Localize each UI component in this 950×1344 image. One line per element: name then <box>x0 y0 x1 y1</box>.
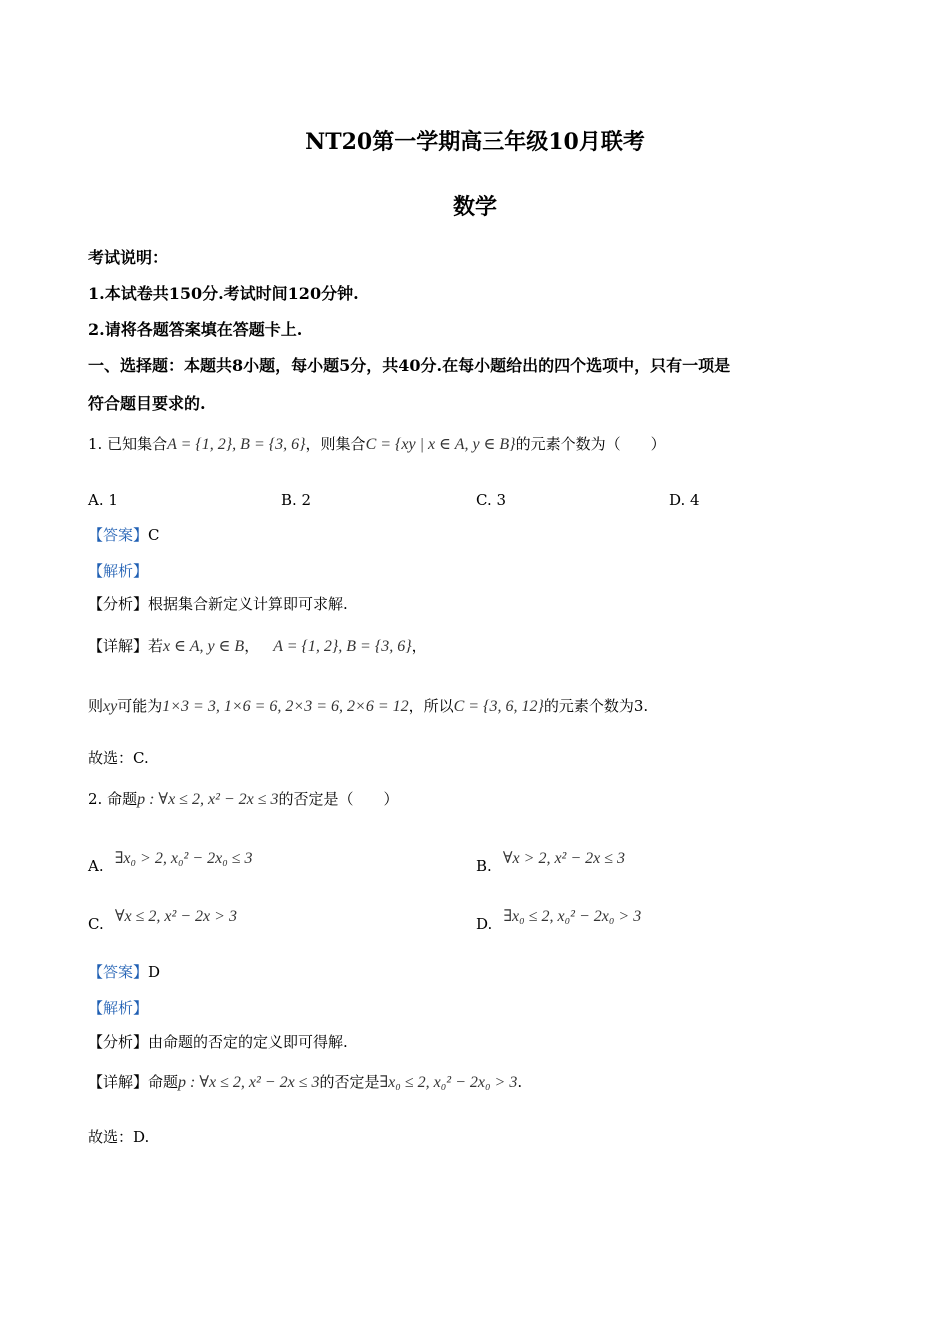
q1-math-set-c: C = {xy | x ∈ A, y ∈ B} <box>365 436 516 453</box>
q1-fenxi-text: 根据集合新定义计算即可求解. <box>148 595 348 613</box>
q1-fenxi-tag: 【分析】 <box>88 595 149 613</box>
q2-option-c-math: ∀x ≤ 2, x² − 2x > 3 <box>114 908 237 925</box>
q1-so: ，所以 <box>408 697 454 715</box>
q2-xj-text-1: 命题 <box>148 1073 179 1091</box>
q1-xj-end: ， <box>411 637 427 655</box>
q2-prefix: 2. 命题 <box>88 790 138 808</box>
q2-choose: 故选：D. <box>88 1128 150 1146</box>
q2-option-a <box>88 850 253 875</box>
q2-option-d <box>476 908 642 933</box>
q1-answer-tag: 【答案】 <box>88 526 149 544</box>
subject-title: 数学 <box>452 194 497 220</box>
q1-choose: 故选：C. <box>88 749 149 767</box>
instruction-line-1: 1.本试卷共150分.考试时间120分钟. <box>88 284 359 303</box>
section-heading-line-1: 一、选择题：本题共8小题，每小题5分，共40分.在每小题给出的四个选项中，只有一项是 <box>88 356 731 375</box>
q1-prefix: 1. 已知集合 <box>88 435 168 453</box>
q2-fenxi <box>88 1035 348 1050</box>
q2-math: p : ∀x ≤ 2, x² − 2x ≤ 3 <box>137 791 279 808</box>
q1-products-line <box>88 698 648 715</box>
instructions-heading: 考试说明： <box>88 248 169 267</box>
q1-result: 的元素个数为3. <box>543 697 649 715</box>
q1-math-sets: A = {1, 2}, B = {3, 6} <box>167 436 306 453</box>
q1-option-b: B. 2 <box>281 491 312 509</box>
q1-option-c: C. 3 <box>476 491 507 509</box>
q2-option-a-label: A. <box>88 857 104 875</box>
q2-answer-value: D <box>148 963 161 981</box>
instruction-line-2: 2.请将各题答案填在答题卡上. <box>88 320 303 339</box>
q1-stem <box>88 436 666 453</box>
q2-option-d-label: D. <box>476 915 493 933</box>
q1-mid: ，则集合 <box>305 435 366 453</box>
q2-fenxi-text: 由命题的否定的定义即可得解. <box>148 1033 348 1051</box>
q1-xj-sep: ， <box>244 637 260 655</box>
q1-xiangjie-tag: 【详解】 <box>88 637 149 655</box>
q2-option-d-math: ∃x₀ ≤ 2, x₀² − 2x₀ > 3 <box>503 908 642 925</box>
q2-suffix: 的否定是（ ） <box>278 790 399 808</box>
q1-option-d: D. 4 <box>669 491 700 509</box>
q2-xj-math-1: p : ∀x ≤ 2, x² − 2x ≤ 3 <box>178 1074 320 1091</box>
q2-option-c-label: C. <box>88 915 104 933</box>
q1-analysis-tag: 【解析】 <box>88 562 149 580</box>
q1-xj-math-2: A = {1, 2}, B = {3, 6} <box>273 638 412 655</box>
q1-suffix: 的元素个数为（ ） <box>515 435 666 453</box>
q1-then: 则 <box>88 697 104 715</box>
q1-xj-text: 若 <box>148 637 164 655</box>
q2-xj-math-2: ∃x₀ ≤ 2, x₀² − 2x₀ > 3 <box>379 1074 518 1091</box>
q2-fenxi-tag: 【分析】 <box>88 1033 149 1051</box>
q1-xj-math-1: x ∈ A, y ∈ B <box>163 638 245 655</box>
q2-xj-end: . <box>517 1073 523 1091</box>
section-heading-line-2: 符合题目要求的. <box>88 394 206 413</box>
q2-xiangjie-tag: 【详解】 <box>88 1073 149 1091</box>
q1-fenxi <box>88 597 348 612</box>
q2-xiangjie <box>88 1074 522 1091</box>
q2-option-a-math: ∃x₀ > 2, x₀² − 2x₀ ≤ 3 <box>114 850 253 867</box>
q2-option-b <box>476 850 626 875</box>
q2-option-b-math: ∀x > 2, x² − 2x ≤ 3 <box>502 850 626 867</box>
q1-so-math: C = {3, 6, 12} <box>453 698 544 715</box>
q2-xj-text-2: 的否定是 <box>319 1073 380 1091</box>
q2-option-b-label: B. <box>476 857 492 875</box>
q2-answer-tag: 【答案】 <box>88 963 149 981</box>
q2-stem <box>88 791 399 808</box>
q1-answer-value: C <box>148 526 160 544</box>
q2-option-c <box>88 908 237 933</box>
q1-option-a: A. 1 <box>88 491 118 509</box>
exam-title: NT20第一学期高三年级10月联考 <box>305 129 645 155</box>
q1-then-math: xy <box>103 698 118 715</box>
q1-products: 1×3 = 3, 1×6 = 6, 2×3 = 6, 2×6 = 12 <box>162 698 409 715</box>
q1-xiangjie <box>88 638 427 655</box>
q1-answer <box>88 528 160 543</box>
q2-answer <box>88 965 160 980</box>
q1-possible: 可能为 <box>117 697 163 715</box>
q2-analysis-tag: 【解析】 <box>88 999 149 1017</box>
